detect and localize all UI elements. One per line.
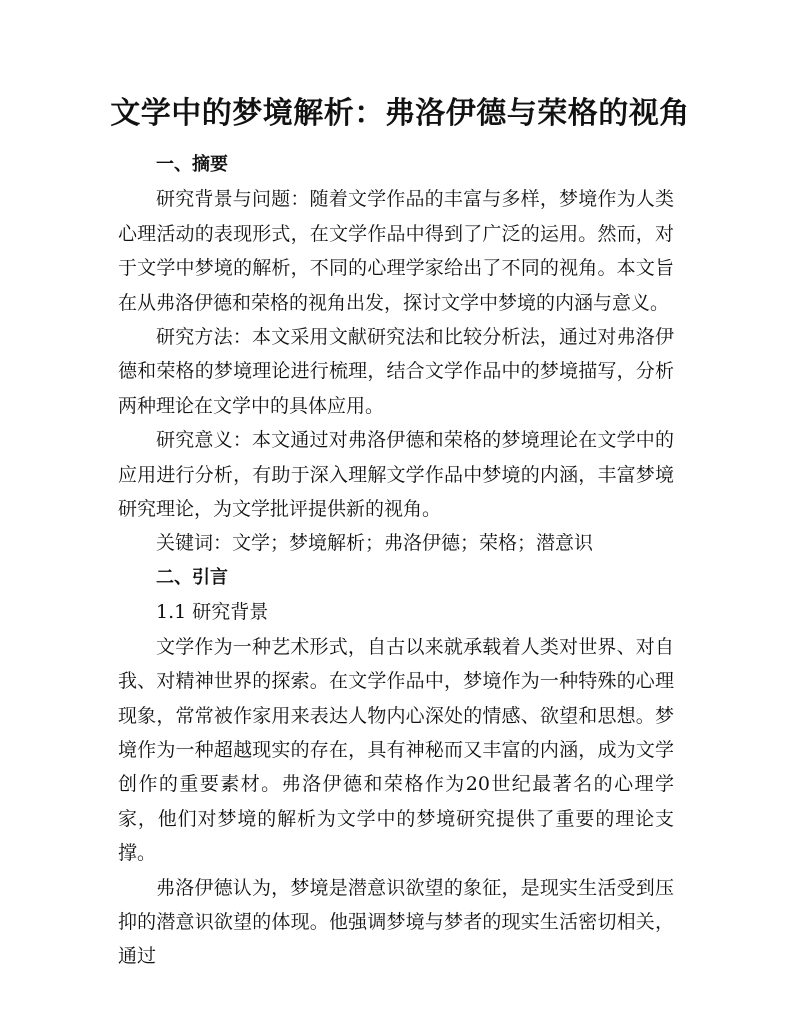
intro-heading: 二、引言 <box>156 566 228 588</box>
abstract-background-paragraph: 研究背景与问题：随着文学作品的丰富与多样，梦境作为人类心理活动的表现形式，在文学作品中得到了广泛的运用。然而，对于文学中梦境的解析，不同的心理学家给出了不同的视角。本文旨在从弗洛伊德和荣格的视角出发，探讨文学中梦境的内涵与意义。 <box>118 188 674 314</box>
intro-paragraph-2: 弗洛伊德认为，梦境是潜意识欲望的象征，是现实生活受到压抑的潜意识欲望的体现。他强调梦境与梦者的现实生活密切相关，通过 <box>118 876 674 968</box>
document-body <box>118 148 674 974</box>
document-title: 文学中的梦境解析：弗洛伊德与荣格的视角 <box>110 96 690 131</box>
subsection-heading-1-1: 1.1 研究背景 <box>156 601 269 624</box>
abstract-significance-paragraph: 研究意义：本文通过对弗洛伊德和荣格的梦境理论在文学中的应用进行分析，有助于深入理解文学作品中梦境的内涵，丰富梦境研究理论，为文学批评提供新的视角。 <box>118 429 674 521</box>
abstract-heading: 一、摘要 <box>156 154 228 175</box>
keywords-line: 关键词：文学；梦境解析；弗洛伊德；荣格；潜意识 <box>156 532 594 555</box>
intro-paragraph-1: 文学作为一种艺术形式，自古以来就承载着人类对世界、对自我、对精神世界的探索。在文学作品中，梦境作为一种特殊的心理现象，常常被作家用来表达人物内心深处的情感、欲望和思想。梦境作为一种超越现实的存在，具有神秘而又丰富的内涵，成为文学创作的重要素材。弗洛伊德和荣格作为20世纪最著名的心理学家，他们对梦境的解析为文学中的梦境研究提供了重要的理论支撑。 <box>118 635 674 865</box>
abstract-method-paragraph: 研究方法：本文采用文献研究法和比较分析法，通过对弗洛伊德和荣格的梦境理论进行梳理，结合文学作品中的梦境描写，分析两种理论在文学中的具体应用。 <box>118 326 674 417</box>
